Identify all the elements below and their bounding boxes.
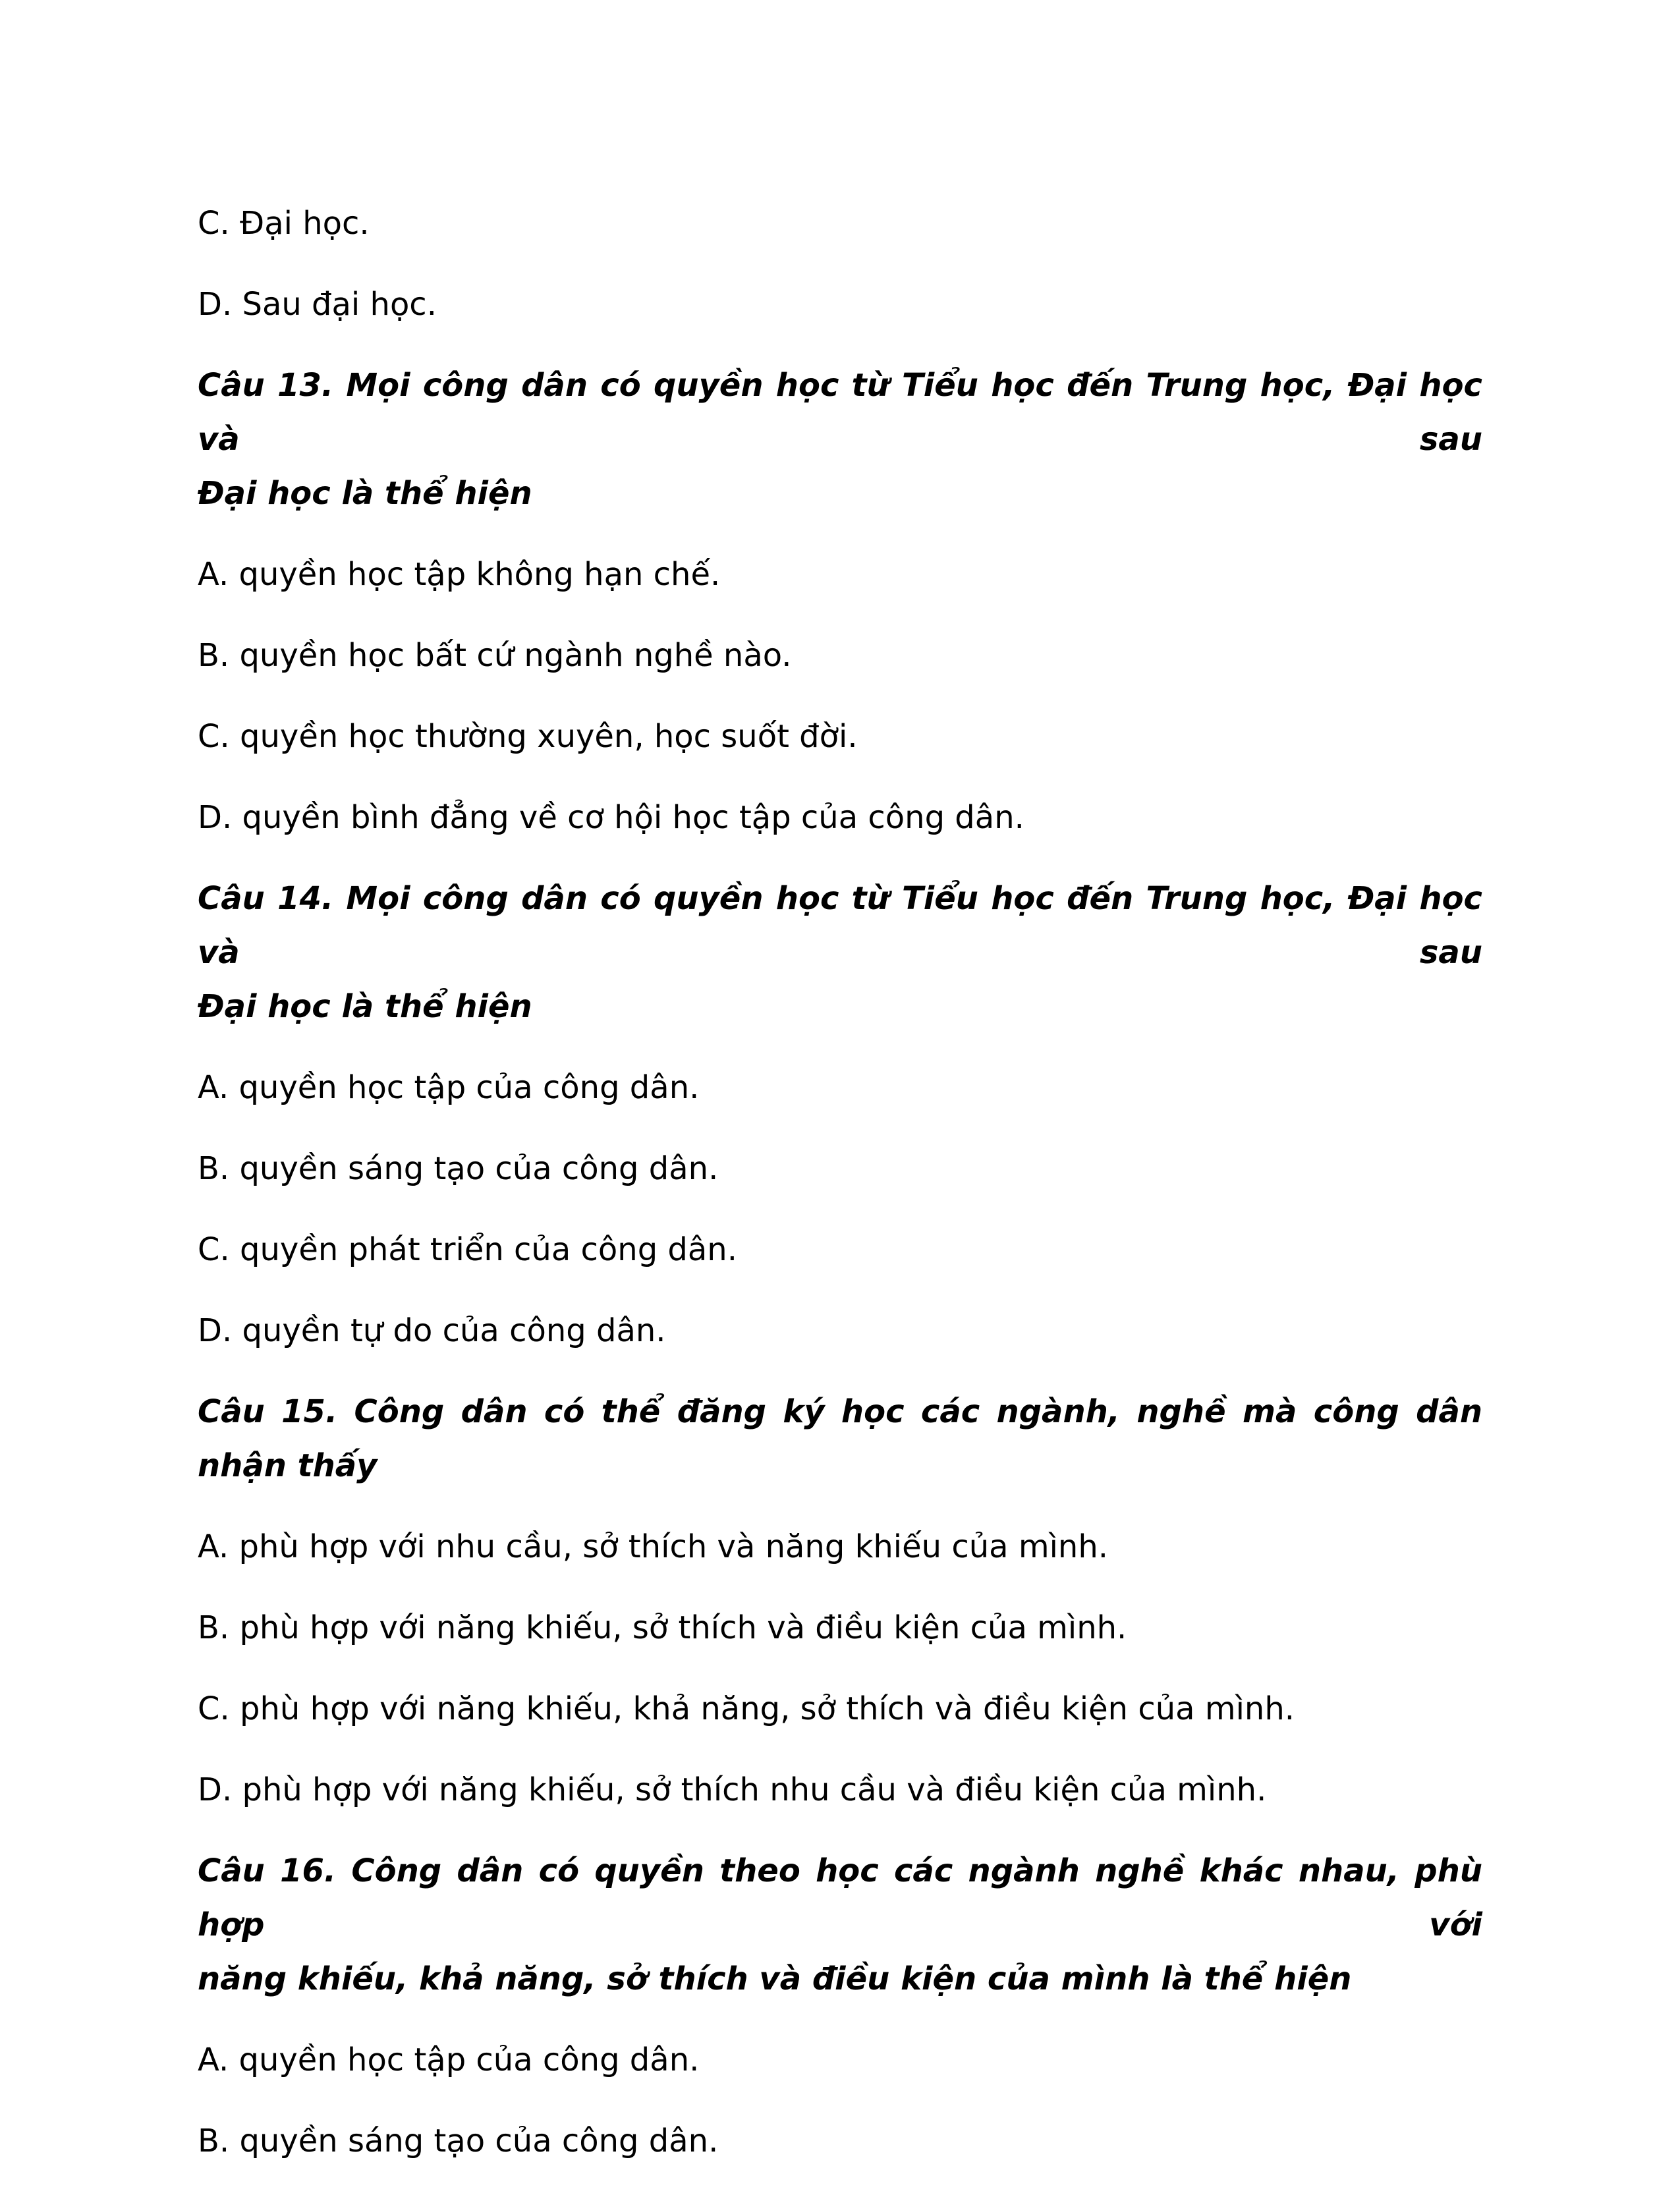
answer-option: D. quyền tự do của công dân. (198, 1312, 666, 1349)
answer-option: C. quyền học thường xuyên, học suốt đời. (198, 718, 858, 755)
question-13 (198, 358, 1482, 520)
answer-option: B. quyền sáng tạo của công dân. (198, 2123, 719, 2159)
question-line: năng khiếu, khả năng, sở thích và điều kiện của mình là thể hiện (198, 1960, 1352, 1997)
answer-option: A. phù hợp với nhu cầu, sở thích và năng khiếu của mình. (198, 1528, 1109, 1565)
document-content (198, 196, 1482, 2195)
answer-option: A. quyền học tập của công dân. (198, 2042, 700, 2078)
answer-option: D. phù hợp với năng khiếu, sở thích nhu cầu và điều kiện của mình. (198, 1771, 1267, 1808)
answer-option: D. Sau đại học. (198, 286, 437, 323)
answer-option: A. quyền học tập của công dân. (198, 1069, 700, 1106)
question-14 (198, 872, 1482, 1034)
answer-option: C. Đại học. (198, 205, 370, 242)
question-line: Câu 14. Mọi công dân có quyền học từ Tiểu học đến Trung học, Đại học và sau (198, 880, 1482, 971)
question-line: Câu 16. Công dân có quyền theo học các ngành nghề khác nhau, phù hợp với (198, 1852, 1482, 1943)
question-line: Câu 13. Mọi công dân có quyền học từ Tiểu học đến Trung học, Đại học và sau (198, 367, 1482, 458)
answer-option: B. quyền học bất cứ ngành nghề nào. (198, 637, 792, 674)
answer-option: B. phù hợp với năng khiếu, sở thích và điều kiện của mình. (198, 1609, 1127, 1646)
question-line: Đại học là thể hiện (198, 988, 532, 1025)
answer-option: A. quyền học tập không hạn chế. (198, 556, 721, 593)
answer-option: B. quyền sáng tạo của công dân. (198, 1150, 719, 1187)
question-15 (198, 1385, 1482, 1493)
answer-option: D. quyền bình đẳng về cơ hội học tập của công dân. (198, 799, 1024, 836)
question-16 (198, 1844, 1482, 2006)
answer-option: C. quyền phát triển của công dân. (198, 1231, 737, 1268)
answer-option: C. phù hợp với năng khiếu, khả năng, sở thích và điều kiện của mình. (198, 1690, 1295, 1727)
question-line: Đại học là thể hiện (198, 475, 532, 512)
question-line: Câu 15. Công dân có thể đăng ký học các ngành, nghề mà công dân nhận thấy (198, 1393, 1482, 1484)
